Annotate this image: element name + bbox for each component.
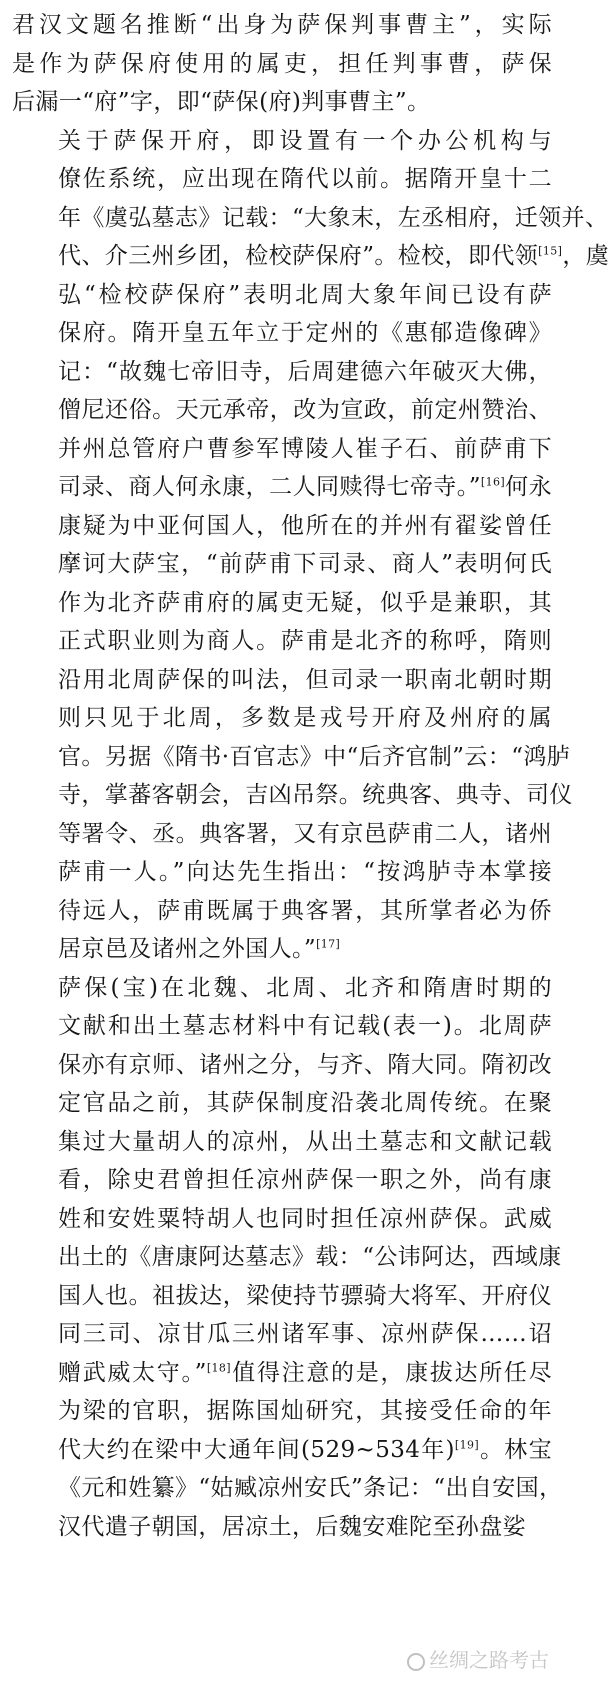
text-line: 正式职业则为商人。萨甫是北齐的称呼，隋则 xyxy=(58,628,552,654)
text-line: 官。另据《隋书·百官志》中“后齐官制”云：“鸿胪 xyxy=(58,743,571,770)
text-line: 作为北齐萨甫府的属吏无疑，似乎是兼职，其 xyxy=(58,589,552,616)
text-line: 弘“检校萨保府”表明北周大象年间已设有萨 xyxy=(58,281,552,308)
text-line: 僧尼还俗。天元承帝，改为宣政，前定州赞治、 xyxy=(58,397,552,423)
text-line: 汉代遣子朝国，居凉土，后魏安难陀至孙盘娑 xyxy=(58,1513,526,1540)
text-line: 记：“故魏七帝旧寺，后周建德六年破灭大佛， xyxy=(58,358,552,385)
text-line: 代大约在梁中大通年间(529~534年)[19]。林宝 xyxy=(58,1436,552,1463)
paragraph xyxy=(12,969,563,1547)
text-line: 萨保(宝)在北魏、北周、北齐和隋唐时期的 xyxy=(58,974,552,1001)
text-line: 沿用北周萨保的叫法，但司录一职南北朝时期 xyxy=(58,666,552,693)
text-line: 定官品之前，其萨保制度沿袭北周传统。在聚 xyxy=(58,1090,552,1116)
text-line: 看，除史君曾担任凉州萨保一职之外，尚有康 xyxy=(58,1167,552,1193)
text-line: 等署令、丞。典客署，又有京邑萨甫二人，诸州 xyxy=(58,820,552,847)
paragraph xyxy=(12,122,609,969)
text-line: 并州总管府户曹参军博陵人崔子石、前萨甫下 xyxy=(58,435,552,462)
text-line: 摩诃大萨宝，“前萨甫下司录、商人”表明何氏 xyxy=(58,551,552,577)
text-line: 文献和出土墓志材料中有记载(表一)。北周萨 xyxy=(58,1013,552,1039)
text-line: 国人也。祖拔达，梁使持节骠骑大将军、开府仪 xyxy=(58,1282,552,1309)
text-line: 保亦有京师、诸州之分，与齐、隋大同。隋初改 xyxy=(58,1051,552,1078)
text-line: 僚佐系统，应出现在隋代以前。据隋开皇十二 xyxy=(58,166,552,192)
text-line: 关于萨保开府，即设置有一个办公机构与 xyxy=(58,127,552,154)
citation-marker: [16] xyxy=(480,475,506,489)
text-line: 《元和姓纂》“姑臧凉州安氏”条记：“出自安国， xyxy=(58,1475,563,1501)
wechat-logo-icon xyxy=(407,1653,425,1671)
text-line: 出土的《唐康阿达墓志》载：“公讳阿达，西域康 xyxy=(58,1244,562,1270)
text-line: 是作为萨保府使用的属吏，担任判事曹，萨保 xyxy=(12,50,552,77)
citation-marker: [17] xyxy=(316,937,341,951)
citation-marker: [18] xyxy=(206,1360,231,1374)
article-text xyxy=(12,6,609,1546)
text-line: 姓和安姓粟特胡人也同时担任凉州萨保。武威 xyxy=(58,1205,552,1232)
text-line: 集过大量胡人的凉州，从出土墓志和文献记载 xyxy=(58,1128,552,1155)
text-line: 君汉文题名推断“出身为萨保判事曹主”，实际 xyxy=(12,12,552,38)
text-line: 年《虞弘墓志》记载：“大象末，左丞相府，迁领并、 xyxy=(58,204,609,231)
text-line: 则只见于北周，多数是戎号开府及州府的属 xyxy=(58,705,552,731)
text-line: 保府。隋开皇五年立于定州的《惠郁造像碑》 xyxy=(58,320,552,346)
paragraph xyxy=(12,6,552,122)
text-line: 居京邑及诸州之外国人。”[17] xyxy=(58,936,341,962)
citation-marker: [15] xyxy=(538,244,563,258)
watermark-label: 丝绸之路考古 xyxy=(429,1648,549,1672)
watermark xyxy=(401,1642,555,1675)
text-line: 为梁的官职，据陈国灿研究，其接受任命的年 xyxy=(58,1398,552,1424)
text-line: 寺，掌蕃客朝会，吉凶吊祭。统典客、典寺、司仪 xyxy=(58,782,573,808)
text-line: 司录、商人何永康，二人同赎得七帝寺。”[16]何永 xyxy=(58,474,552,500)
text-line: 康疑为中亚何国人，他所在的并州有翟娑曾任 xyxy=(58,512,552,539)
text-line: 后漏一“府”字，即“萨保(府)判事曹主”。 xyxy=(12,89,431,115)
text-line: 同三司、凉甘瓜三州诸军事、凉州萨保……诏 xyxy=(58,1321,552,1347)
citation-marker: [19] xyxy=(454,1437,480,1451)
text-line: 代、介三州乡团，检校萨保府”。检校，即代领[15]，虞 xyxy=(58,243,609,269)
text-line: 待远人，萨甫既属于典客署，其所掌者必为侨 xyxy=(58,897,552,924)
text-line: 赠武威太守。”[18]值得注意的是，康拔达所任尽 xyxy=(58,1359,552,1386)
text-line: 萨甫一人。”向达先生指出：“按鸿胪寺本掌接 xyxy=(58,859,552,885)
